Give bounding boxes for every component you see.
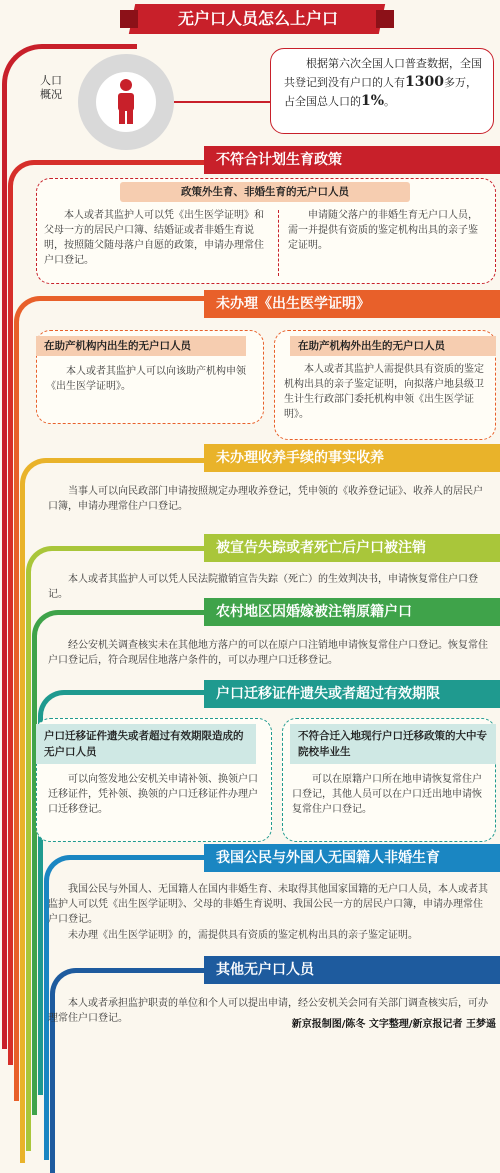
section-1-left-text: 本人或者其监护人可以凭《出生医学证明》和父母一方的居民户口簿、结婚证或者非婚生育说明，按照随父随母落户自愿的政策，申请办理常住户口登记。: [44, 210, 264, 266]
overview-number: 1300: [405, 74, 444, 90]
section-6-right-subhead: 不符合迁入地现行户口迁移政策的大中专院校毕业生: [290, 724, 496, 764]
section-7-heading: 我国公民与外国人无国籍人非婚生育: [204, 844, 500, 872]
overview-text-c: 。: [384, 95, 396, 108]
section-2-right-subhead: 在助产机构外出生的无户口人员: [290, 336, 496, 356]
section-1-subhead: 政策外生育、非婚生育的无户口人员: [120, 182, 410, 202]
section-5-heading: 农村地区因婚嫁被注销原籍户口: [204, 598, 500, 626]
section-2-right-text: 本人或者其监护人需提供具有资质的鉴定机构出具的亲子鉴定证明，向拟落户地县级卫生计生行政部门委托机构申领《出生医学证明》。: [284, 364, 484, 420]
person-icon: [110, 78, 142, 126]
page-title: 无户口人员怎么上户口: [177, 9, 338, 28]
section-1-divider: [278, 210, 279, 276]
section-2-heading: 未办理《出生医学证明》: [204, 290, 500, 318]
credit-line: 新京报制图/陈冬 文字整理/新京报记者 王梦遥: [288, 1018, 496, 1032]
overview-text: [284, 54, 484, 111]
section-2-left-subhead: 在助产机构内出生的无户口人员: [36, 336, 246, 356]
title-banner-tail-right: [376, 10, 394, 28]
overview-label: 人口概况: [40, 74, 62, 101]
section-4-heading: 被宣告失踪或者死亡后户口被注销: [204, 534, 500, 562]
section-3-heading: 未办理收养手续的事实收养: [204, 444, 500, 472]
section-7-text-2: 未办理《出生医学证明》的，需提供具有资质的鉴定机构出具的亲子鉴定证明。: [68, 930, 418, 941]
section-1-right-text: 申请随父落户的非婚生育无户口人员，需一并提供有资质的鉴定机构出具的亲子鉴定证明。: [288, 210, 478, 251]
section-6-heading: 户口迁移证件遗失或者超过有效期限: [204, 680, 500, 708]
section-3-text: 当事人可以向民政部门申请按照规定办理收养登记，凭申领的《收养登记证》、收养人的居民户口簿，申请办理常住户口登记。: [48, 486, 483, 512]
overview-text-a: 根据第六次全国人口普查数据，全国共登记到没有户口的人有: [284, 57, 482, 89]
section-1-heading: 不符合计划生育政策: [204, 146, 500, 174]
section-8-text: 本人或者承担监护职责的单位和个人可以提出申请，经公安机关会同有关部门调查核实后，可办理常住户口登记。: [48, 998, 488, 1024]
section-5-text: 经公安机关调查核实未在其他地方落户的可以在原户口注销地申请恢复常住户口登记。恢复常住户口登记后，符合现居住地落户条件的，可以办理户口迁移登记。: [48, 640, 488, 666]
overview-text-b: 多万，占全国总人口的: [284, 76, 477, 108]
section-8-heading: 其他无户口人员: [204, 956, 500, 984]
section-6-left-subhead: 户口迁移证件遗失或者超过有效期限造成的无户口人员: [36, 724, 256, 764]
overview-connector: [174, 101, 272, 103]
section-7-text-1: 我国公民与外国人、无国籍人在国内非婚生育、未取得其他国家国籍的无户口人员，本人或者其监护人可以凭《出生医学证明》、父母的非婚生育说明、我国公民一方的居民户口簿，申请办理常住户口登记。: [48, 884, 488, 925]
section-6-left-text: 可以向签发地公安机关申请补领、换领户口迁移证件，凭补领、换领的户口迁移证件办理户口迁移登记。: [48, 774, 258, 815]
section-4-text: 本人或者其监护人可以凭人民法院撤销宣告失踪（死亡）的生效判决书，申请恢复常住户口登记。: [48, 574, 478, 600]
section-2-left-text: 本人或者其监护人可以向该助产机构申领《出生医学证明》。: [46, 366, 246, 392]
section-6-right-text: 可以在原籍户口所在地申请恢复常住户口登记，其他人员可以在户口迁出地申请恢复常住户口登记。: [292, 774, 482, 815]
overview-percent: 1%: [361, 93, 385, 109]
title-banner-tail-left: [120, 10, 138, 28]
